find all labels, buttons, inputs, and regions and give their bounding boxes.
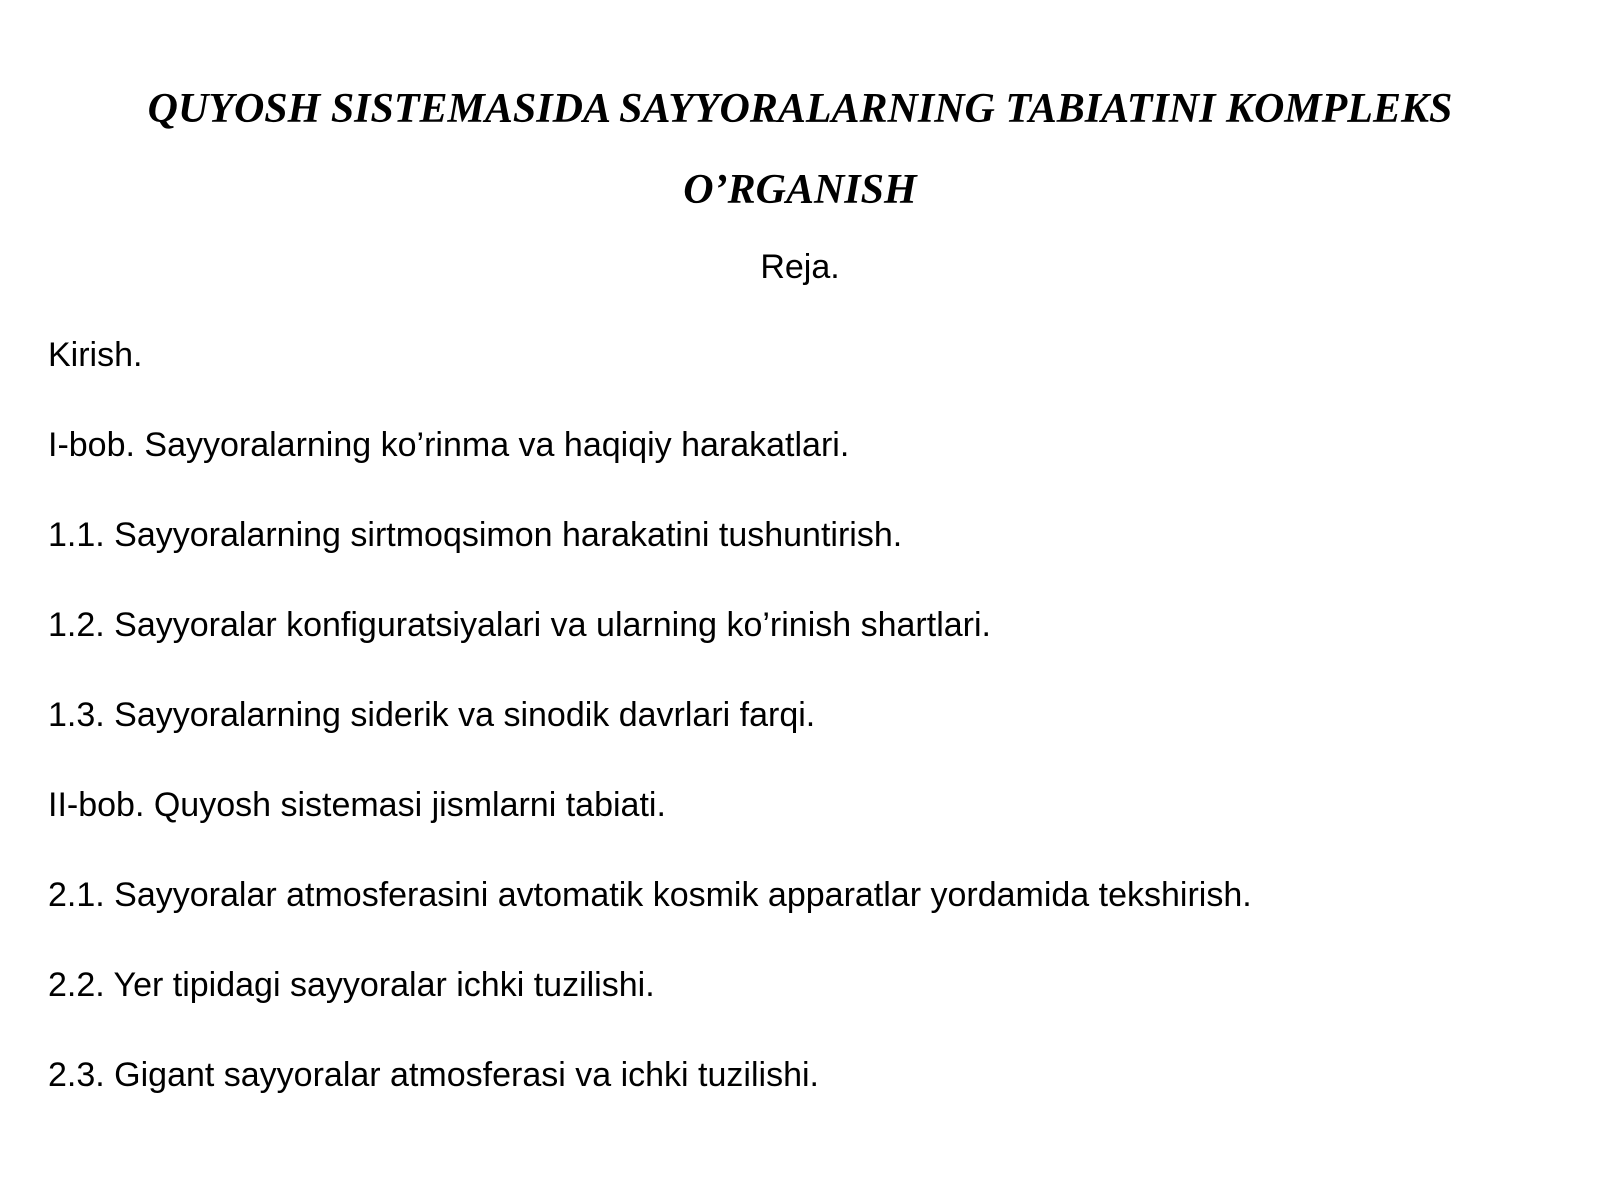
toc-item-1-1: 1.1. Sayyoralarning sirtmoqsimon harakatini tushuntirish.: [48, 516, 903, 554]
plan-heading: Reja.: [760, 248, 840, 286]
toc-item-1-2: 1.2. Sayyoralar konfiguratsiyalari va ularning ko’rinish shartlari.: [48, 606, 991, 644]
document-title-line-1: QUYOSH SISTEMASIDA SAYYORALARNING TABIATINI KOMPLEKS: [147, 86, 1453, 132]
toc-item-2-2: 2.2. Yer tipidagi sayyoralar ichki tuzilishi.: [48, 966, 655, 1004]
table-of-contents: [48, 334, 1252, 1144]
toc-item-1-3: 1.3. Sayyoralarning siderik va sinodik davrlari farqi.: [48, 696, 816, 734]
toc-item-introduction: Kirish.: [48, 336, 143, 374]
toc-item-chapter-2: II-bob. Quyosh sistemasi jismlarni tabiati.: [48, 786, 666, 824]
document-title-line-2: O’RGANISH: [683, 167, 917, 213]
toc-item-chapter-1: I-bob. Sayyoralarning ko’rinma va haqiqiy harakatlari.: [48, 426, 850, 464]
toc-item-2-3: 2.3. Gigant sayyoralar atmosferasi va ichki tuzilishi.: [48, 1056, 819, 1094]
toc-item-2-1: 2.1. Sayyoralar atmosferasini avtomatik kosmik apparatlar yordamida tekshirish.: [48, 876, 1252, 914]
